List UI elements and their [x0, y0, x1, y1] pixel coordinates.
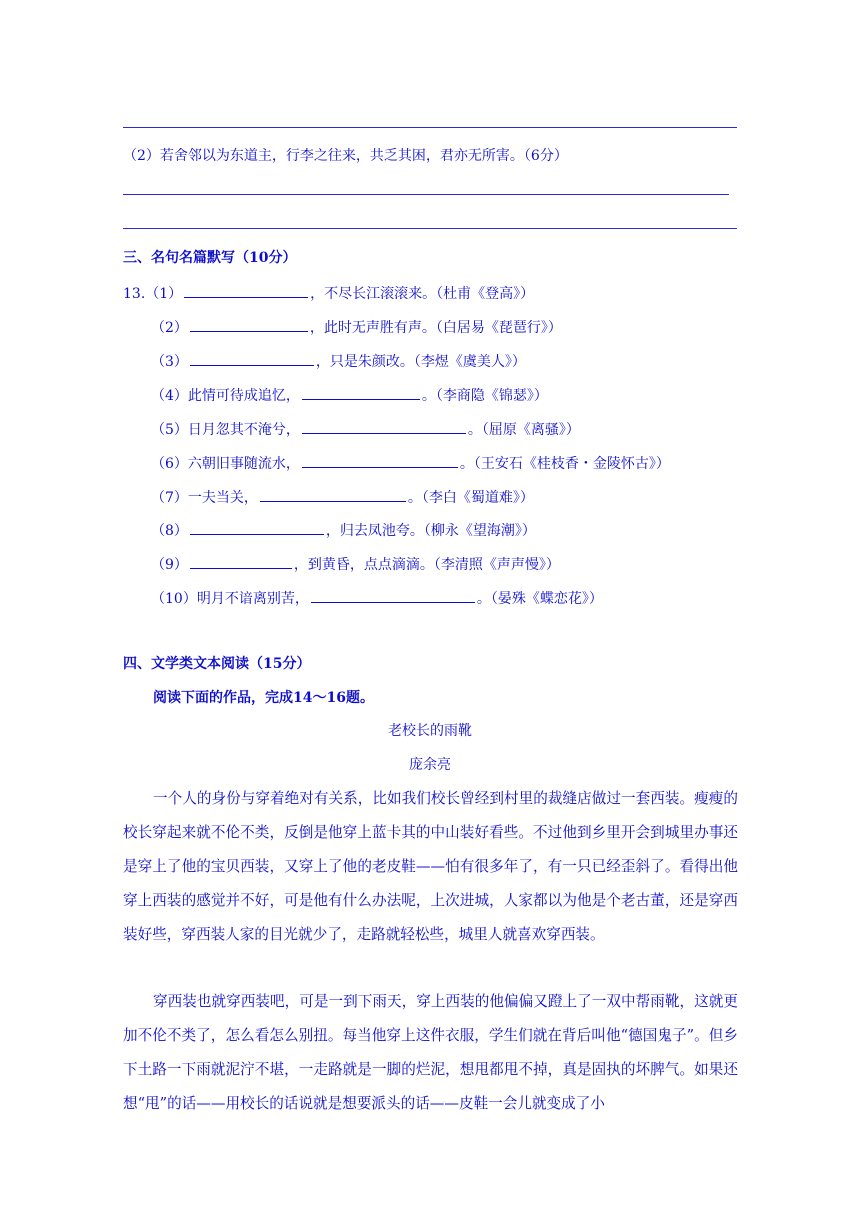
recitation-item-3 [151, 350, 526, 372]
story-paragraph-1: 一个人的身份与穿着绝对有关系，比如我们校长曾经到村里的裁缝店做过一套西装。瘦瘦的校长穿起来就不伦不类，反倒是他穿上蓝卡其的中山装好看些。不过他到乡里开会到城里办事还是穿上了他的宝贝西装，又穿上了他的老皮鞋——怕有很多年了，有一只已经歪斜了。看得出他穿上西装的感觉并不好，可是他有什么办法呢，上次进城，人家都以为他是个老古董，还是穿西装好些，穿西装人家的目光就少了，走路就轻松些，城里人就喜欢穿西装。 [123, 790, 738, 943]
item-suffix: ，不尽长江滚滚来。（杜甫《登高》） [310, 286, 535, 302]
item-prefix: （3） [151, 354, 188, 370]
fill-blank [302, 418, 466, 434]
recitation-item-6 [151, 452, 670, 474]
recitation-item-8 [151, 519, 536, 541]
recitation-item-7 [151, 486, 534, 508]
story-title: 老校长的雨靴 [388, 723, 472, 739]
recitation-item-9 [151, 553, 560, 575]
item-suffix: 。（屈原《离骚》） [467, 422, 580, 438]
answer-line-2 [123, 194, 729, 195]
item-suffix: ，到黄昏，点点滴滴。（李清照《声声慢》） [293, 557, 560, 573]
item-prefix: （5）日月忽其不淹兮， [151, 422, 300, 438]
section-3-heading: 三、名句名篇默写（10分） [123, 250, 297, 266]
item-suffix: 。（王安石《桂枝香・金陵怀古》） [459, 456, 670, 472]
item-prefix: （6）六朝旧事随流水， [151, 456, 300, 472]
fill-blank [190, 350, 314, 366]
item-suffix: 。（李商隐《锦瑟》） [421, 388, 548, 404]
item-prefix: （10）明月不谙离别苦， [151, 591, 309, 607]
fill-blank [190, 316, 308, 332]
fill-blank [190, 519, 324, 535]
story-author: 庞余亮 [409, 757, 451, 773]
fill-blank [302, 452, 458, 468]
item-suffix: 。（晏殊《蝶恋花》） [476, 591, 603, 607]
fill-blank [184, 282, 308, 298]
reading-instruction: 阅读下面的作品，完成14～16题。 [153, 690, 374, 706]
item-prefix: （9） [151, 557, 188, 573]
item-suffix: ，只是朱颜改。（李煜《虞美人》） [315, 354, 526, 370]
fill-blank [190, 553, 292, 569]
recitation-item-10 [151, 587, 603, 609]
item-prefix: 13.（1） [123, 286, 183, 302]
answer-line-1 [123, 127, 737, 128]
question-2-text: （2）若舍邻以为东道主，行李之往来，共乏其困，君亦无所害。（6分） [123, 148, 568, 164]
item-suffix: ，此时无声胜有声。（白居易《琵琶行》） [309, 320, 562, 336]
fill-blank [260, 486, 406, 502]
item-prefix: （4）此情可待成追忆， [151, 388, 300, 404]
item-prefix: （7）一夫当关， [151, 490, 258, 506]
item-suffix: ，归去凤池夸。（柳永《望海潮》） [325, 523, 536, 539]
item-suffix: 。（李白《蜀道难》） [407, 490, 534, 506]
item-prefix: （8） [151, 523, 188, 539]
recitation-item-4 [151, 384, 548, 406]
recitation-item-5 [151, 418, 580, 440]
answer-line-3 [123, 228, 737, 229]
recitation-item-2 [151, 316, 562, 338]
fill-blank [311, 587, 475, 603]
fill-blank [302, 384, 420, 400]
recitation-item-1 [123, 282, 534, 304]
story-paragraph-2: 穿西装也就穿西装吧，可是一到下雨天，穿上西装的他偏偏又蹬上了一双中帮雨靴，这就更加不伦不类了，怎么看怎么别扭。每当他穿上这件衣服，学生们就在背后叫他“德国鬼子”。但乡下土路一下雨就泥泞不堪，一走路就是一脚的烂泥，想甩都甩不掉，真是固执的坏脾气。如果还想“甩”的话——用校长的话说就是想要派头的话——皮鞋一会儿就变成了小 [123, 993, 738, 1112]
section-4-heading: 四、文学类文本阅读（15分） [123, 656, 311, 672]
item-prefix: （2） [151, 320, 188, 336]
